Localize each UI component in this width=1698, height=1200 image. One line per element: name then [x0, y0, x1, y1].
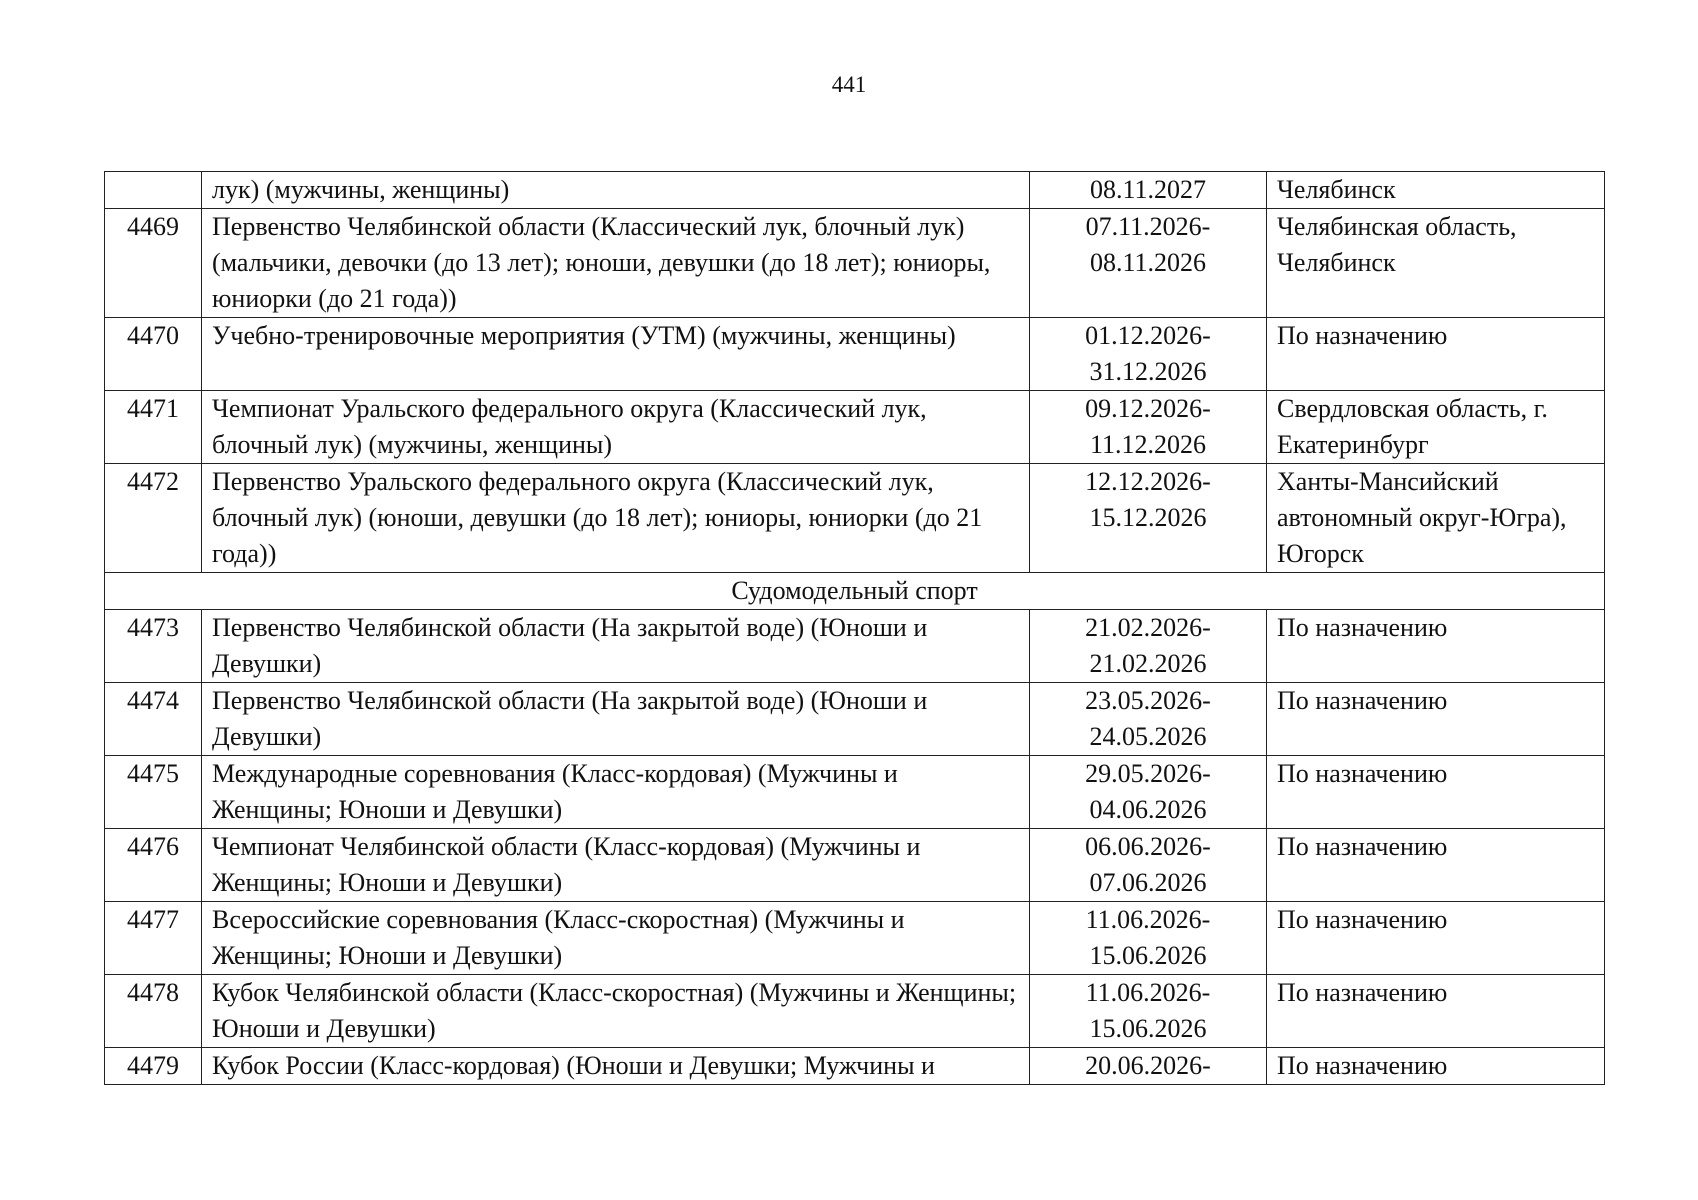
page-number: 441	[831, 72, 867, 97]
event-place-cell: По назначению	[1267, 610, 1605, 683]
event-date-cell: 01.12.2026-31.12.2026	[1030, 318, 1267, 391]
event-number-cell: 4475	[105, 756, 202, 829]
event-name-cell: Чемпионат Челябинской области (Класс-кордовая) (Мужчины и Женщины; Юноши и Девушки)	[202, 829, 1030, 902]
event-name-cell: Международные соревнования (Класс-кордовая) (Мужчины и Женщины; Юноши и Девушки)	[202, 756, 1030, 829]
event-number-cell: 4477	[105, 902, 202, 975]
event-number-cell: 4479	[105, 1048, 202, 1085]
event-name-cell: Первенство Челябинской области (Классический лук, блочный лук) (мальчики, девочки (до 13 лет); юноши, девушки (до 18 лет); юниоры, юниорки (до 21 года))	[202, 209, 1030, 318]
table-row	[105, 975, 1605, 1048]
event-number-cell: 4476	[105, 829, 202, 902]
event-date-cell: 06.06.2026-07.06.2026	[1030, 829, 1267, 902]
event-name-cell: Первенство Челябинской области (На закрытой воде) (Юноши и Девушки)	[202, 610, 1030, 683]
event-date-cell: 29.05.2026-04.06.2026	[1030, 756, 1267, 829]
section-title: Судомодельный спорт	[105, 573, 1605, 610]
table-row	[105, 172, 1605, 209]
event-place-cell: По назначению	[1267, 318, 1605, 391]
event-place-cell: Ханты-Мансийский автономный округ-Югра), Югорск	[1267, 464, 1605, 573]
event-name-cell: Первенство Уральского федерального округа (Классический лук, блочный лук) (юноши, девушки (до 18 лет); юниоры, юниорки (до 21 года))	[202, 464, 1030, 573]
event-name-cell: Чемпионат Уральского федерального округа (Классический лук, блочный лук) (мужчины, женщины)	[202, 391, 1030, 464]
event-number-cell: 4473	[105, 610, 202, 683]
table-row	[105, 391, 1605, 464]
event-date-cell: 21.02.2026-21.02.2026	[1030, 610, 1267, 683]
event-date-cell: 07.11.2026-08.11.2026	[1030, 209, 1267, 318]
event-name-cell: Первенство Челябинской области (На закрытой воде) (Юноши и Девушки)	[202, 683, 1030, 756]
event-place-cell: По назначению	[1267, 829, 1605, 902]
event-number-cell: 4470	[105, 318, 202, 391]
table-row	[105, 1048, 1605, 1085]
events-table	[104, 171, 1605, 1085]
event-place-cell: Челябинск	[1267, 172, 1605, 209]
table-row	[105, 464, 1605, 573]
table-row	[105, 683, 1605, 756]
event-name-cell: Учебно-тренировочные мероприятия (УТМ) (мужчины, женщины)	[202, 318, 1030, 391]
event-number-cell: 4472	[105, 464, 202, 573]
event-number-cell: 4471	[105, 391, 202, 464]
event-number-cell	[105, 172, 202, 209]
table-row	[105, 902, 1605, 975]
event-place-cell: Свердловская область, г. Екатеринбург	[1267, 391, 1605, 464]
event-number-cell: 4469	[105, 209, 202, 318]
event-place-cell: По назначению	[1267, 756, 1605, 829]
event-name-cell: Кубок Челябинской области (Класс-скоростная) (Мужчины и Женщины; Юноши и Девушки)	[202, 975, 1030, 1048]
event-name-cell: Всероссийские соревнования (Класс-скоростная) (Мужчины и Женщины; Юноши и Девушки)	[202, 902, 1030, 975]
event-name-cell: Кубок России (Класс-кордовая) (Юноши и Девушки; Мужчины и	[202, 1048, 1030, 1085]
event-date-cell: 08.11.2027	[1030, 172, 1267, 209]
event-date-cell: 12.12.2026-15.12.2026	[1030, 464, 1267, 573]
event-date-cell: 11.06.2026-15.06.2026	[1030, 975, 1267, 1048]
event-date-cell: 11.06.2026-15.06.2026	[1030, 902, 1267, 975]
table-row	[105, 610, 1605, 683]
event-place-cell: По назначению	[1267, 975, 1605, 1048]
event-place-cell: По назначению	[1267, 683, 1605, 756]
table-row	[105, 756, 1605, 829]
event-name-cell: лук) (мужчины, женщины)	[202, 172, 1030, 209]
table-row	[105, 209, 1605, 318]
event-date-cell: 09.12.2026-11.12.2026	[1030, 391, 1267, 464]
section-header-row	[105, 573, 1605, 610]
table-row	[105, 318, 1605, 391]
event-number-cell: 4478	[105, 975, 202, 1048]
event-date-cell: 23.05.2026-24.05.2026	[1030, 683, 1267, 756]
table-row	[105, 829, 1605, 902]
event-place-cell: Челябинская область, Челябинск	[1267, 209, 1605, 318]
events-table-body	[105, 172, 1605, 1085]
event-date-cell: 20.06.2026-	[1030, 1048, 1267, 1085]
event-number-cell: 4474	[105, 683, 202, 756]
event-place-cell: По назначению	[1267, 1048, 1605, 1085]
event-place-cell: По назначению	[1267, 902, 1605, 975]
